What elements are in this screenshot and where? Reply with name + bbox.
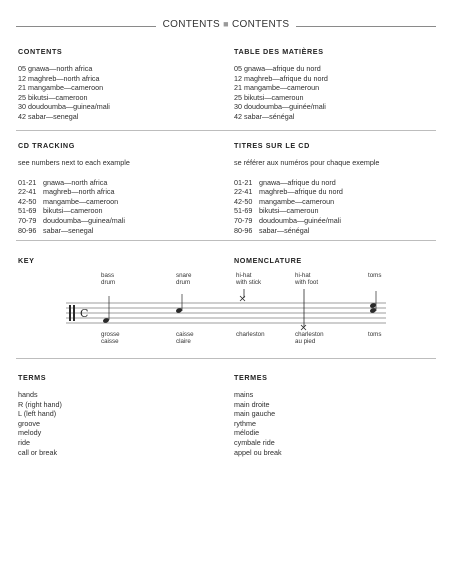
track-label: gnawa—afrique du nord — [259, 177, 336, 187]
label-toms: toms — [368, 272, 382, 279]
list-item: 42 sabar—senegal — [18, 111, 79, 121]
track-label: sabar—sénégal — [259, 225, 310, 235]
contents-fr-list — [234, 64, 328, 122]
page-title — [0, 19, 452, 30]
time-signature: C — [80, 307, 89, 320]
track-row — [234, 187, 379, 197]
label-charleston-au-pied: charleston au pied — [295, 331, 324, 346]
label-caisse-claire: caisse claire — [176, 331, 194, 346]
label-toms-fr: toms — [368, 331, 382, 338]
terms-en-title: TERMS — [18, 373, 47, 382]
track-row — [234, 178, 379, 188]
list-item: 25 bikutsi—cameroun — [234, 92, 304, 102]
track-row — [18, 187, 130, 197]
cd-fr-title: TITRES SUR LE CD — [234, 141, 310, 150]
track-label: mangambe—cameroun — [259, 196, 335, 206]
track-label: bikutsi—cameroon — [43, 206, 103, 216]
list-item: melody — [18, 428, 42, 438]
list-item: 42 sabar—sénégal — [234, 111, 295, 121]
track-range: 22-41 — [18, 187, 37, 197]
list-item: hands — [18, 390, 38, 399]
hihat-foot-note — [244, 289, 306, 330]
terms-fr-title: TERMES — [234, 373, 268, 382]
track-row — [18, 226, 130, 236]
track-range: 42-50 — [18, 196, 37, 206]
list-item: mains — [234, 390, 254, 399]
track-range: 70-79 — [18, 215, 37, 225]
track-range: 51-69 — [18, 206, 37, 216]
label-hihat-foot: hi-hat with foot — [295, 272, 319, 287]
key-title-fr: NOMENCLATURE — [234, 256, 302, 265]
track-row — [18, 216, 130, 226]
snare-drum-note — [175, 294, 182, 314]
section-divider — [16, 240, 436, 241]
toms-note — [369, 291, 376, 314]
list-item: rythme — [234, 418, 256, 428]
staff-lines — [66, 303, 386, 323]
list-item: 25 bikutsi—cameroon — [18, 92, 88, 102]
list-item: 05 gnawa—north africa — [18, 64, 93, 73]
list-item: 30 doudoumba—guinée/mali — [234, 102, 326, 112]
track-row — [234, 226, 379, 236]
track-row — [234, 216, 379, 226]
cd-en-title: CD TRACKING — [18, 141, 75, 150]
list-item: mélodie — [234, 428, 260, 438]
terms-fr-list — [234, 390, 282, 457]
list-item: R (right hand) — [18, 399, 62, 409]
cd-fr-list — [234, 178, 379, 236]
list-item: main gauche — [234, 409, 276, 419]
list-item: appel ou break — [234, 447, 282, 457]
label-hihat-stick: hi-hat with stick — [236, 272, 262, 287]
track-row — [18, 178, 130, 188]
track-label: sabar—senegal — [43, 225, 94, 235]
drum-staff — [60, 289, 386, 333]
cd-en-note: see numbers next to each example — [18, 158, 130, 167]
contents-en-section — [18, 47, 110, 122]
track-range: 22-41 — [234, 187, 253, 197]
label-snare-drum: snare drum — [176, 272, 192, 287]
terms-fr-section — [234, 373, 282, 457]
label-charleston: charleston — [236, 331, 265, 338]
contents-en-title: CONTENTS — [18, 47, 63, 56]
contents-fr-title: TABLE DES MATIÈRES — [234, 47, 324, 56]
track-row — [18, 206, 130, 216]
title-separator-icon: ■ — [223, 19, 229, 29]
track-range: 51-69 — [234, 206, 253, 216]
hihat-stick-note — [240, 289, 245, 301]
list-item: 30 doudoumba—guinea/mali — [18, 102, 110, 112]
cd-en-section — [18, 141, 130, 235]
page-title-left: CONTENTS — [162, 19, 221, 30]
page-title-right: CONTENTS — [231, 19, 290, 30]
list-item: L (left hand) — [18, 409, 57, 419]
list-item: groove — [18, 418, 40, 428]
list-item: 12 maghreb—afrique du nord — [234, 73, 328, 83]
list-item: main droite — [234, 399, 270, 409]
track-label: maghreb—afrique du nord — [259, 187, 343, 197]
cd-fr-section — [234, 141, 379, 235]
bass-drum-note — [102, 296, 109, 324]
list-item: cymbale ride — [234, 437, 275, 447]
track-range: 80-96 — [234, 225, 253, 235]
track-label: bikutsi—cameroun — [259, 206, 319, 216]
track-label: gnawa—north africa — [43, 177, 108, 187]
track-label: doudoumba—guinée/mali — [259, 215, 341, 225]
cd-fr-note: se référer aux numéros pour chaque exemple — [234, 158, 380, 167]
contents-fr-section — [234, 47, 328, 122]
list-item: 12 maghreb—north africa — [18, 73, 100, 83]
track-range: 42-50 — [234, 196, 253, 206]
terms-en-list — [18, 390, 62, 457]
list-item: 21 mangambe—cameroun — [234, 83, 320, 93]
track-label: maghreb—north africa — [43, 187, 115, 197]
track-range: 01-21 — [234, 177, 253, 187]
track-range: 70-79 — [234, 215, 253, 225]
label-grosse-caisse: grosse caisse — [101, 331, 120, 346]
section-divider — [16, 130, 436, 131]
list-item: 05 gnawa—afrique du nord — [234, 64, 321, 73]
list-item: call or break — [18, 447, 58, 457]
contents-en-list — [18, 64, 110, 122]
key-title: KEY — [18, 256, 35, 265]
track-row — [18, 197, 130, 207]
track-range: 80-96 — [18, 225, 37, 235]
list-item: 21 mangambe—cameroon — [18, 83, 104, 93]
track-row — [234, 197, 379, 207]
terms-en-section — [18, 373, 62, 457]
cd-en-list — [18, 178, 130, 236]
track-label: doudoumba—guinea/mali — [43, 215, 125, 225]
label-bass-drum: bass drum — [101, 272, 116, 287]
track-range: 01-21 — [18, 177, 37, 187]
track-row — [234, 206, 379, 216]
list-item: ride — [18, 437, 30, 447]
section-divider — [16, 358, 436, 359]
track-label: mangambe—cameroon — [43, 196, 119, 206]
